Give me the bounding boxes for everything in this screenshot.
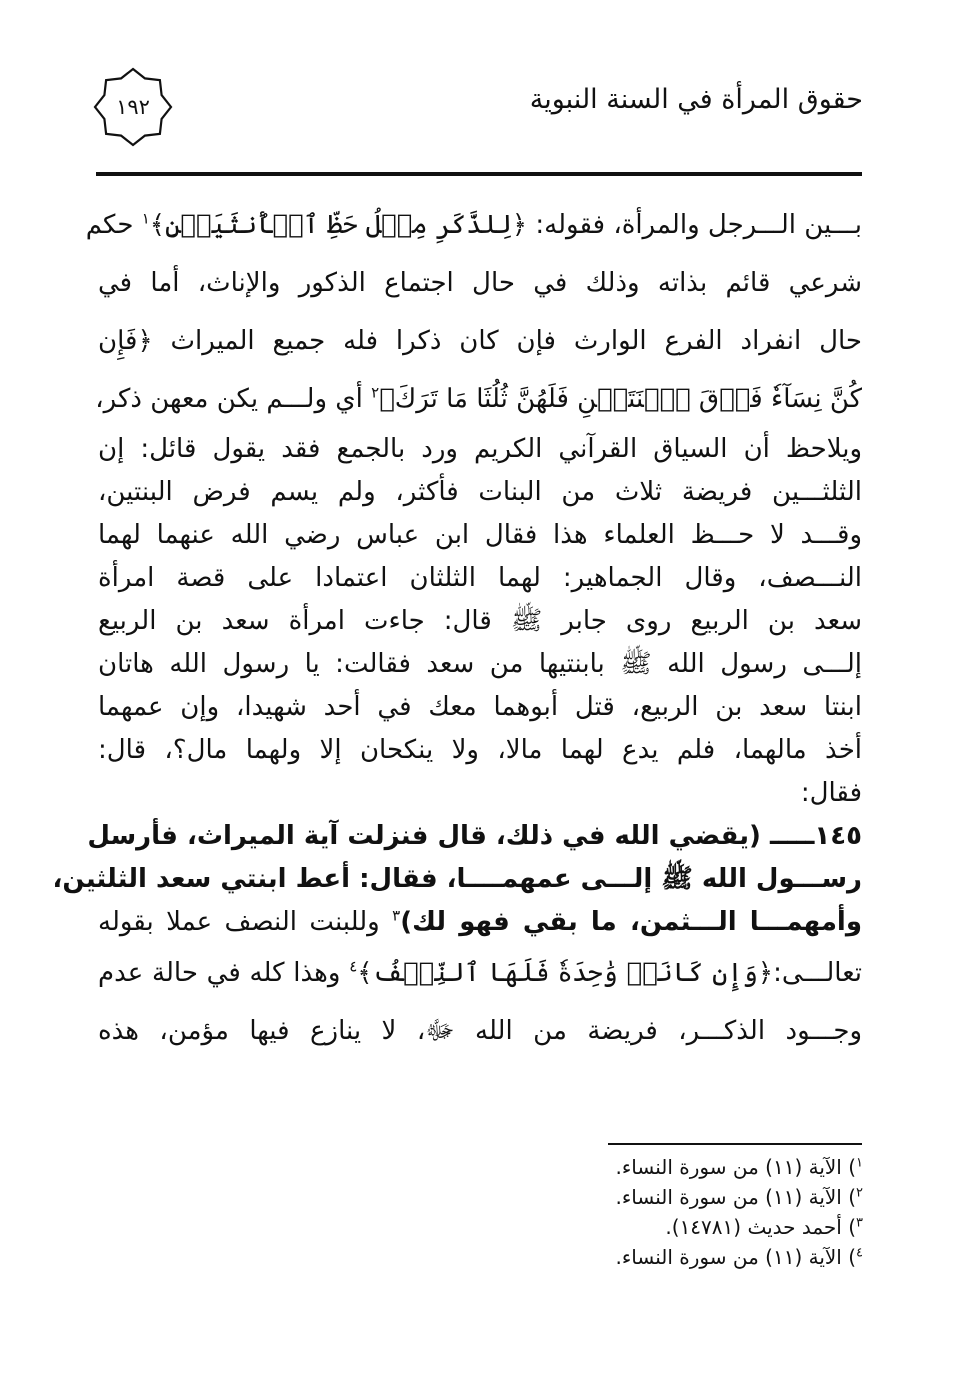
footnote-text: ) الآية (١١) من سورة النساء. <box>615 1185 857 1209</box>
text-line <box>98 772 862 815</box>
text-segment: ابنتا سعد بن الربيع، قتل أبوهما معك في أحد شهيدا، وإن عمهما <box>98 692 862 722</box>
text-segment: ويلاحظ أن السياق القرآني الكريم ورد بالجمع فقد يقول قائل: إن <box>98 434 862 464</box>
text-segment: إلـــى رسول الله ﷺ بابنتيها من سعد فقالت: يا رسول الله هاتان <box>98 649 862 679</box>
footnote-divider <box>608 1143 862 1145</box>
footnote-ref: ١ <box>141 209 150 228</box>
text-line <box>87 815 862 858</box>
text-segment: رســـول الله ﷺ إلـــى عمهمــــا، فقال: أعط ابنتي سعد الثلثين، <box>52 864 862 894</box>
text-line <box>98 514 862 557</box>
footnotes <box>443 1152 863 1272</box>
text-line <box>98 729 862 772</box>
text-segment: تعالـــى: <box>773 958 862 988</box>
text-segment: ١٤٥ـــــ (يقضي الله في ذلك، قال فنزلت آية الميراث، فأرسل <box>87 821 862 851</box>
text-segment: فقال: <box>800 778 862 808</box>
footnote-text: ) الآية (١١) من سورة النساء. <box>615 1245 857 1269</box>
text-segment: وللبنت النصف عملا بقوله <box>98 907 393 937</box>
footnote-text: ) الآية (١١) من سورة النساء. <box>615 1155 857 1179</box>
text-segment: الثلثـــين فريضة ثلاث من البنات فأكثر، ولم يسم فرض البنتين، <box>98 477 862 507</box>
footnote-ref: ٣ <box>392 906 401 925</box>
page-header-title: حقوق المرأة في السنة النبوية <box>529 84 863 115</box>
text-line <box>98 254 862 312</box>
text-line <box>98 312 862 370</box>
footnote-item <box>443 1212 863 1242</box>
text-segment: شرعي قائم بذاته وذلك في حال اجتماع الذكور والإناث، أما في <box>98 268 862 298</box>
quran-verse: ﴿فَإِن <box>98 326 153 356</box>
footnote-item <box>443 1182 863 1212</box>
text-line <box>95 370 862 428</box>
text-segment: حكم <box>85 210 142 240</box>
text-segment: النـــصف، وقال الجماهير: لهما الثلثان اعتمادا على قصة امرأة <box>98 563 862 593</box>
text-line <box>98 901 862 944</box>
footnote-item <box>443 1152 863 1182</box>
quran-verse: كُنَّ نِسَآءٗ فَوۡقَ ٱثۡنَتَيۡنِ فَلَهُنَّ ثُلُثَا مَا تَرَكَ﴾ <box>379 384 862 414</box>
text-line <box>98 944 862 1002</box>
text-segment: وجـــود الذكـــر، فريضة من الله ﷻ، لا ينازع فيها مؤمن، هذه <box>98 1016 862 1046</box>
quran-verse: ﴿وَإِن كَانَتۡ وَٰحِدَةٗ فَلَهَا ٱلنِّصۡفُ﴾ <box>357 958 774 988</box>
footnote-item <box>443 1242 863 1272</box>
footnote-number: ٣ <box>856 1215 863 1231</box>
text-line <box>98 428 862 471</box>
text-segment: أي ولـــم يكن معهن ذكر، <box>95 384 372 414</box>
footnote-ref: ٢ <box>371 383 380 402</box>
footnote-number: ٤ <box>856 1245 863 1261</box>
text-line <box>98 1002 862 1060</box>
text-segment: وقـــد لا حـــظ العلماء هذا فقال ابن عباس رضي الله عنهما لهما <box>98 520 862 550</box>
text-line <box>98 600 862 643</box>
text-segment: وهذا كله في حالة عدم <box>98 958 350 988</box>
text-segment: حال انفراد الفرع الوارث فإن كان ذكرا فله جميع الميراث <box>152 326 862 356</box>
main-text <box>52 196 863 1060</box>
footnote-ref: ٤ <box>349 957 358 976</box>
footnote-text: ) أحمد حديث (١٤٧٨١). <box>665 1215 857 1239</box>
text-line <box>98 557 862 600</box>
footnote-number: ٢ <box>856 1185 863 1201</box>
text-line <box>52 858 862 901</box>
text-segment: أخذ مالهما، فلم يدع لهما مالا، ولا ينكحان إلا ولهما مال؟، قال: <box>98 735 862 765</box>
text-segment: سعد بن الربيع روى جابر ﷺ قال: جاءت امرأة سعد بن الربيع <box>98 606 862 636</box>
page-number: ١٩٢ <box>116 95 150 119</box>
text-line <box>85 196 862 254</box>
header-divider <box>96 172 862 176</box>
footnote-number: ١ <box>856 1155 863 1171</box>
text-segment: بـــين الـــرجل والمرأة، فقوله: <box>527 210 862 240</box>
page-number-badge <box>92 66 174 148</box>
hadith-text: وأمهمـــا الـــثمن، ما بقي فهو لك) <box>400 907 863 937</box>
quran-verse: ﴿لِلذَّكَرِ مِثۡلُ حَظِّ ٱلۡأُنثَيَيۡنِ﴾ <box>149 210 528 240</box>
text-line <box>98 643 862 686</box>
text-line <box>98 471 862 514</box>
text-line <box>98 686 862 729</box>
